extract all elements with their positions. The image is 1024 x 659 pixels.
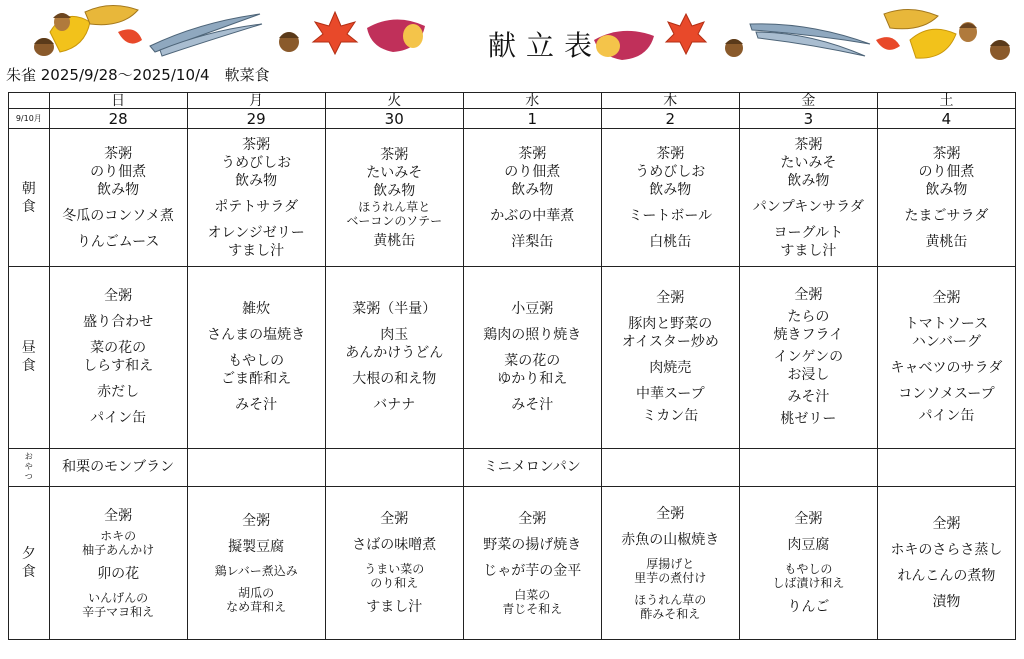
menu-item: 冬瓜のコンソメ煮 [62, 207, 174, 224]
lunch-sat [877, 267, 1015, 448]
menu-item: すまし汁 [228, 242, 285, 259]
menu-item: 全粥 [104, 288, 133, 305]
menu-item: ミニメロンパン [483, 459, 581, 476]
acorn-icon [279, 32, 299, 52]
menu-item: 茶粥 [380, 146, 409, 163]
menu-item: 全粥 [242, 512, 271, 529]
lunch-thu [601, 267, 739, 448]
weekly-menu-table [8, 92, 1016, 640]
menu-item: みそ汁 [787, 389, 830, 406]
lunch-tue [325, 267, 463, 448]
breakfast-mon [187, 129, 325, 267]
menu-item: 黄桃缶 [925, 233, 968, 250]
menu-item: 飲み物 [511, 181, 554, 198]
menu-item: バナナ [373, 397, 416, 414]
menu-item: うまい菜の [364, 561, 425, 576]
menu-item: ハンバーグ [911, 334, 981, 351]
menu-item: うめびしお [221, 154, 292, 171]
menu-item: みそ汁 [235, 397, 278, 414]
menu-item: のり和え [370, 575, 419, 590]
date-cell: 30 [325, 109, 463, 129]
menu-item: のり佃煮 [918, 163, 975, 180]
weekday-mon: 月 [187, 93, 325, 109]
menu-item: もやしの [784, 561, 833, 576]
menu-item: のり佃煮 [504, 163, 561, 180]
menu-item: キャベツのサラダ [890, 360, 1003, 377]
menu-item: 里芋の煮付け [634, 570, 707, 585]
menu-item: 鶏レバー煮込み [214, 563, 298, 578]
menu-item: 雑炊 [242, 301, 271, 318]
menu-item: 肉豆腐 [787, 536, 830, 553]
menu-item: 和栗のモンブラン [62, 459, 175, 476]
menu-item: さんまの塩焼き [207, 327, 306, 344]
menu-item: いんげんの [88, 590, 149, 605]
dinner-wed [463, 486, 601, 639]
snack-sun [49, 448, 187, 486]
weekday-sun: 日 [49, 93, 187, 109]
menu-item: 卯の花 [97, 565, 140, 582]
ginkgo-leaf-icon [884, 9, 938, 28]
menu-item: 菜の花の [504, 353, 561, 370]
menu-item: ゆかり和え [497, 371, 568, 388]
menu-item: ミカン缶 [642, 408, 699, 425]
weekday-wed: 水 [463, 93, 601, 109]
menu-item: たいみそ [366, 164, 423, 181]
menu-item: 飲み物 [235, 172, 278, 189]
menu-item: 全粥 [104, 507, 133, 524]
menu-item: 茶粥 [794, 136, 823, 153]
acorn-icon [990, 40, 1010, 60]
menu-item: 茶粥 [242, 136, 271, 153]
red-leaf-icon [118, 29, 142, 43]
snack-thu [601, 448, 739, 486]
menu-item: パイン缶 [90, 410, 147, 427]
menu-item: じゃが芋の金平 [483, 562, 582, 579]
yellow-leaf-icon [910, 29, 956, 58]
menu-item: 中華スープ [636, 386, 705, 403]
menu-item: りんごムース [76, 233, 160, 250]
menu-item: 飲み物 [787, 172, 830, 189]
acorn-icon [34, 38, 54, 56]
menu-item: たまごサラダ [904, 207, 989, 224]
corner-cell [9, 93, 50, 109]
breakfast-label: 朝 食 [9, 129, 50, 267]
date-cell: 2 [601, 109, 739, 129]
menu-item: なめ茸和え [226, 599, 287, 614]
menu-item: みそ汁 [511, 397, 554, 414]
lunch-label: 昼 食 [9, 267, 50, 448]
menu-item: 野菜の揚げ焼き [483, 536, 582, 553]
menu-item: 焼きフライ [773, 327, 844, 344]
weekday-sat: 土 [877, 93, 1015, 109]
snack-row [9, 448, 1016, 486]
date-cell: 28 [49, 109, 187, 129]
weekday-tue: 火 [325, 93, 463, 109]
date-cell: 1 [463, 109, 601, 129]
menu-item: りんご [787, 598, 830, 615]
snack-label: お や つ [9, 448, 50, 486]
menu-item: さばの味噌煮 [352, 536, 437, 553]
red-leaf-icon [876, 37, 900, 50]
menu-item: 全粥 [794, 510, 823, 527]
menu-item: コンソメスープ [898, 386, 995, 403]
sweet-potato-icon [367, 19, 425, 52]
menu-item: 飲み物 [649, 181, 692, 198]
menu-item: 盛り合わせ [83, 314, 154, 331]
lunch-row [9, 267, 1016, 448]
menu-item: 茶粥 [656, 145, 685, 162]
menu-item: 白菜の [514, 587, 551, 602]
menu-item: 白桃缶 [649, 233, 692, 250]
menu-item: 厚揚げと [646, 556, 695, 571]
maple-leaf-icon [666, 14, 706, 54]
month-label: 9/10月 [9, 109, 50, 129]
menu-item: ミートボール [628, 207, 713, 224]
menu-item: パイン缶 [918, 408, 975, 425]
menu-item: れんこんの煮物 [897, 567, 996, 584]
menu-item: うめびしお [635, 163, 706, 180]
menu-item: ごま酢和え [221, 371, 292, 388]
maple-leaf-icon [313, 12, 357, 54]
menu-item: のり佃煮 [90, 163, 147, 180]
menu-item: 全粥 [380, 510, 409, 527]
menu-item: 茶粥 [104, 145, 133, 162]
breakfast-fri [739, 129, 877, 267]
weekday-header-row [9, 93, 1016, 109]
dinner-tue [325, 486, 463, 639]
menu-item: 全粥 [794, 287, 823, 304]
menu-item: 漬物 [932, 593, 961, 610]
dinner-sat [877, 486, 1015, 639]
menu-item: ホキの [100, 528, 137, 543]
menu-item: 擬製豆腐 [228, 538, 285, 555]
date-cell: 29 [187, 109, 325, 129]
breakfast-sat [877, 129, 1015, 267]
menu-item: 桃ゼリー [780, 411, 837, 428]
menu-item: あんかけうどん [345, 345, 444, 362]
menu-item: お浸し [787, 367, 830, 384]
menu-item: ポテトサラダ [214, 198, 299, 215]
breakfast-tue [325, 129, 463, 267]
menu-item: しば漬け和え [772, 575, 845, 590]
menu-item: 辛子マヨ和え [82, 604, 155, 619]
breakfast-sun [49, 129, 187, 267]
menu-item: 酢みそ和え [640, 606, 701, 621]
acorn-icon [959, 22, 977, 42]
ginkgo-leaf-icon [85, 5, 138, 24]
snack-sat [877, 448, 1015, 486]
menu-item: 肉焼売 [649, 360, 692, 377]
menu-item: 全粥 [518, 510, 547, 527]
menu-item: 胡瓜の [238, 585, 275, 600]
menu-item: すまし汁 [366, 598, 423, 615]
menu-item: ほうれん草と [358, 199, 431, 214]
dinner-fri [739, 486, 877, 639]
autumn-decoration-right [660, 2, 1020, 64]
menu-item: 全粥 [932, 515, 961, 532]
menu-item: かぶの中華煮 [490, 207, 575, 224]
menu-item: トマトソース [904, 316, 989, 333]
menu-item: オイスター炒め [621, 334, 719, 351]
menu-item: たらの [787, 309, 830, 326]
page-title: 献立表 [487, 29, 602, 62]
menu-item: 青じそ和え [502, 601, 563, 616]
lunch-wed [463, 267, 601, 448]
menu-item: 赤だし [97, 384, 140, 401]
sanma-fish-icon [750, 24, 870, 56]
menu-item: 赤魚の山椒焼き [621, 531, 720, 548]
menu-item: 鶏肉の照り焼き [483, 327, 582, 344]
menu-item: ベーコンのソテー [346, 213, 443, 228]
menu-item: 洋梨缶 [511, 233, 554, 250]
menu-item: オレンジゼリー [207, 224, 305, 241]
weekday-fri: 金 [739, 93, 877, 109]
lunch-sun [49, 267, 187, 448]
breakfast-row [9, 129, 1016, 267]
menu-item: 柚子あんかけ [82, 542, 155, 557]
menu-item: パンプキンサラダ [752, 198, 864, 215]
breakfast-thu [601, 129, 739, 267]
snack-wed [463, 448, 601, 486]
autumn-decoration-left [10, 2, 270, 60]
dinner-mon [187, 486, 325, 639]
menu-item: 小豆粥 [511, 301, 554, 318]
weekday-thu: 木 [601, 93, 739, 109]
dinner-sun [49, 486, 187, 639]
menu-item: 飲み物 [97, 181, 140, 198]
menu-item: 菜粥（半量） [352, 301, 437, 318]
lunch-mon [187, 267, 325, 448]
snack-tue [325, 448, 463, 486]
breakfast-wed [463, 129, 601, 267]
dinner-label: 夕 食 [9, 486, 50, 639]
date-cell: 3 [739, 109, 877, 129]
dinner-thu [601, 486, 739, 639]
menu-item: 飲み物 [925, 181, 968, 198]
menu-item: しらす和え [83, 358, 154, 375]
menu-item: もやしの [228, 353, 285, 370]
menu-item: 豚肉と野菜の [628, 316, 713, 333]
autumn-decoration-center-left [275, 8, 440, 58]
menu-item: 全粥 [932, 290, 961, 307]
sanma-fish-icon [150, 14, 262, 56]
menu-item: 茶粥 [518, 145, 547, 162]
menu-item: インゲンの [773, 349, 844, 366]
snack-fri [739, 448, 877, 486]
menu-item: 大根の和え物 [352, 371, 437, 388]
menu-item: 全粥 [656, 290, 685, 307]
menu-item: ヨーグルト [773, 224, 844, 241]
dinner-row [9, 486, 1016, 639]
menu-item: 全粥 [656, 505, 685, 522]
menu-item: ホキのさらさ蒸し [890, 541, 1003, 558]
menu-item: 肉玉 [380, 327, 409, 344]
snack-mon [187, 448, 325, 486]
menu-item: ほうれん草の [634, 592, 707, 607]
acorn-icon [725, 39, 743, 57]
menu-item: 菜の花の [90, 340, 147, 357]
menu-item: すまし汁 [780, 242, 837, 259]
menu-item: 黄桃缶 [373, 232, 416, 249]
date-header-row [9, 109, 1016, 129]
date-cell: 4 [877, 109, 1015, 129]
menu-period-subtitle: 朱雀 2025/9/28～2025/10/4 軟菜食 [6, 66, 270, 84]
menu-item: たいみそ [780, 154, 837, 171]
menu-item: 飲み物 [373, 182, 416, 199]
lunch-fri [739, 267, 877, 448]
menu-item: 茶粥 [932, 145, 961, 162]
